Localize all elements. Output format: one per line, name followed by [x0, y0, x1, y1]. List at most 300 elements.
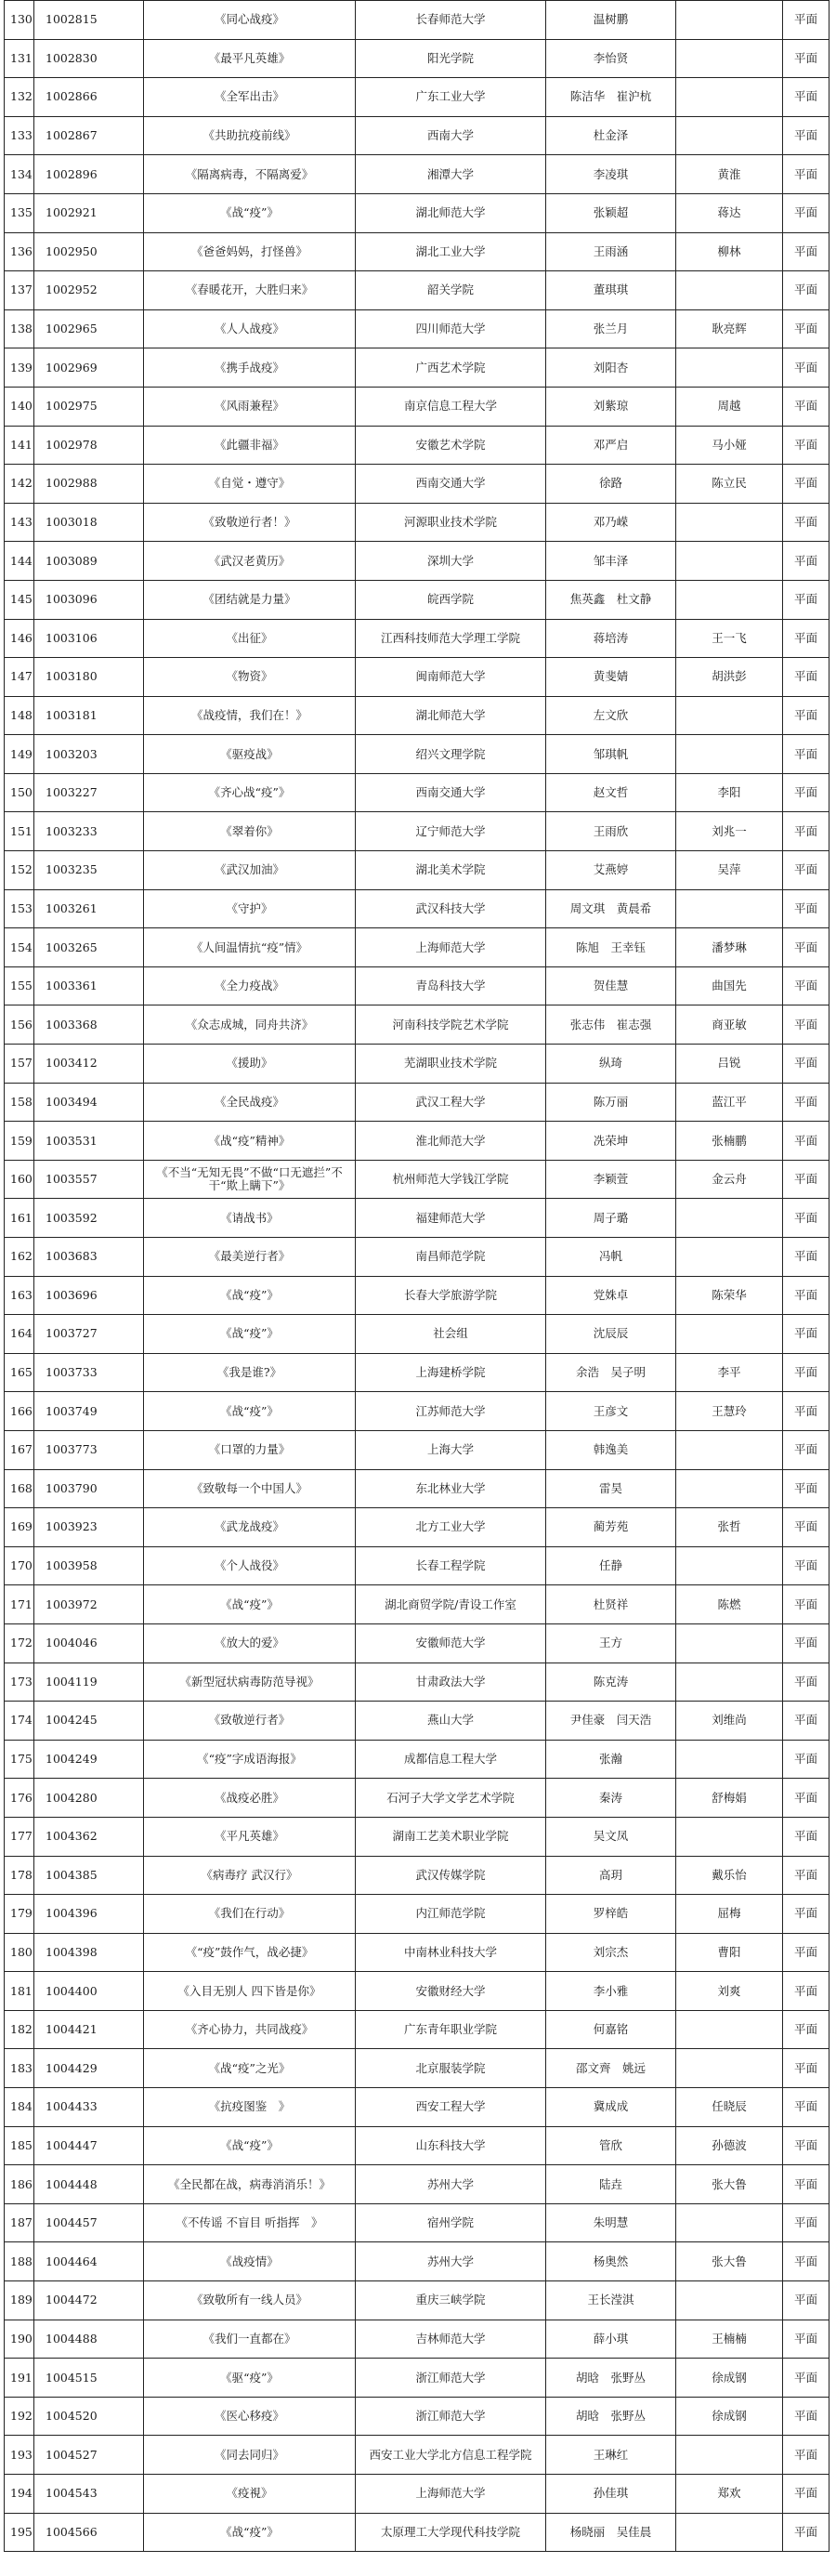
cell-institution: 深圳大学 [356, 542, 546, 581]
cell-entry-id: 1004447 [34, 2126, 144, 2165]
cell-advisor [676, 1469, 783, 1508]
cell-advisor: 柳林 [676, 232, 783, 271]
cell-work-title: 《病毒疗 武汉行》 [144, 1856, 356, 1895]
cell-entry-id: 1003923 [34, 1508, 144, 1547]
cell-work-title: 《同去同归》 [144, 2436, 356, 2475]
cell-institution: 武汉传媒学院 [356, 1856, 546, 1895]
cell-category: 平面 [783, 271, 829, 310]
cell-number: 142 [5, 465, 34, 504]
cell-work-title: 《抗疫图鉴 》 [144, 2088, 356, 2127]
cell-institution: 南昌师范学院 [356, 1238, 546, 1277]
cell-advisor: 曲国先 [676, 966, 783, 1005]
cell-author: 王琳红 [546, 2436, 676, 2475]
table-row [5, 193, 829, 232]
cell-author: 周文琪 黄晨希 [546, 889, 676, 928]
cell-advisor [676, 1623, 783, 1663]
cell-entry-id: 1002867 [34, 116, 144, 155]
cell-institution: 安徽艺术学院 [356, 426, 546, 465]
table-row [5, 2242, 829, 2281]
cell-author: 胡晗 张野丛 [546, 2397, 676, 2436]
cell-institution: 长春大学旅游学院 [356, 1276, 546, 1315]
cell-institution: 江西科技师范大学理工学院 [356, 619, 546, 658]
cell-author: 蒋培涛 [546, 619, 676, 658]
cell-author: 王雨涵 [546, 232, 676, 271]
cell-number: 136 [5, 232, 34, 271]
cell-advisor [676, 2010, 783, 2049]
cell-author: 尹佳豪 闫天浩 [546, 1702, 676, 1741]
cell-number: 170 [5, 1546, 34, 1585]
cell-number: 161 [5, 1199, 34, 1238]
cell-entry-id: 1003790 [34, 1469, 144, 1508]
cell-author: 朱明慧 [546, 2203, 676, 2242]
cell-category: 平面 [783, 2242, 829, 2281]
cell-entry-id: 1003203 [34, 735, 144, 774]
cell-category: 平面 [783, 542, 829, 581]
cell-work-title: 《人间温情抗“疫”情》 [144, 928, 356, 967]
cell-author: 左文欣 [546, 696, 676, 735]
table-row [5, 1083, 829, 1122]
table-row [5, 1005, 829, 1045]
table-row [5, 1933, 829, 1972]
cell-category: 平面 [783, 2049, 829, 2088]
cell-entry-id: 1004429 [34, 2049, 144, 2088]
cell-entry-id: 1002921 [34, 193, 144, 232]
cell-institution: 西安工业大学北方信息工程学院 [356, 2436, 546, 2475]
cell-work-title: 《不当“无知无畏”不做“口无遮拦”不干“欺上瞒下”》 [144, 1160, 356, 1199]
cell-institution: 河南科技学院艺术学院 [356, 1005, 546, 1045]
cell-work-title: 《口罩的力量》 [144, 1430, 356, 1469]
cell-institution: 湖北商贸学院/青设工作室 [356, 1585, 546, 1624]
cell-author: 王雨欣 [546, 812, 676, 851]
cell-work-title: 《守护》 [144, 889, 356, 928]
cell-entry-id: 1003096 [34, 580, 144, 619]
cell-number: 159 [5, 1122, 34, 1161]
cell-category: 平面 [783, 735, 829, 774]
cell-work-title: 《我是谁?》 [144, 1353, 356, 1392]
cell-work-title: 《全军出击》 [144, 78, 356, 117]
cell-institution: 西南交通大学 [356, 465, 546, 504]
cell-work-title: 《团结就是力量》 [144, 580, 356, 619]
cell-category: 平面 [783, 851, 829, 890]
cell-entry-id: 1002950 [34, 232, 144, 271]
cell-author: 李颖萱 [546, 1160, 676, 1199]
cell-advisor: 刘维尚 [676, 1702, 783, 1741]
cell-category: 平面 [783, 1972, 829, 2011]
cell-entry-id: 1003265 [34, 928, 144, 967]
cell-author: 任静 [546, 1546, 676, 1585]
cell-entry-id: 1004457 [34, 2203, 144, 2242]
cell-entry-id: 1003227 [34, 773, 144, 812]
cell-entry-id: 1004119 [34, 1663, 144, 1702]
cell-number: 182 [5, 2010, 34, 2049]
cell-category: 平面 [783, 1315, 829, 1354]
table-row [5, 1740, 829, 1779]
cell-work-title: 《同心战疫》 [144, 1, 356, 40]
cell-institution: 辽宁师范大学 [356, 812, 546, 851]
cell-advisor [676, 1546, 783, 1585]
table-row [5, 1160, 829, 1199]
cell-number: 150 [5, 773, 34, 812]
cell-institution: 湖北师范大学 [356, 193, 546, 232]
cell-advisor: 李平 [676, 1353, 783, 1392]
table-row [5, 1469, 829, 1508]
cell-category: 平面 [783, 2010, 829, 2049]
cell-author: 贺佳慧 [546, 966, 676, 1005]
table-row [5, 1122, 829, 1161]
cell-number: 155 [5, 966, 34, 1005]
table-row [5, 1315, 829, 1354]
cell-entry-id: 1003089 [34, 542, 144, 581]
results-table-body [5, 1, 829, 2552]
cell-work-title: 《爸爸妈妈，打怪兽》 [144, 232, 356, 271]
cell-category: 平面 [783, 1430, 829, 1469]
cell-work-title: 《战“疫”精神》 [144, 1122, 356, 1161]
table-row [5, 1353, 829, 1392]
cell-author: 党姝卓 [546, 1276, 676, 1315]
cell-number: 193 [5, 2436, 34, 2475]
cell-work-title: 《隔离病毒，不隔离爱》 [144, 155, 356, 194]
cell-work-title: 《战“疫”》 [144, 1276, 356, 1315]
cell-number: 130 [5, 1, 34, 40]
cell-advisor [676, 2281, 783, 2320]
table-row [5, 928, 829, 967]
cell-entry-id: 1003106 [34, 619, 144, 658]
cell-entry-id: 1002978 [34, 426, 144, 465]
cell-institution: 皖西学院 [356, 580, 546, 619]
cell-number: 157 [5, 1045, 34, 1084]
cell-advisor: 孙德波 [676, 2126, 783, 2165]
cell-work-title: 《最美逆行者》 [144, 1238, 356, 1277]
table-row [5, 1276, 829, 1315]
table-row [5, 2320, 829, 2359]
cell-category: 平面 [783, 1160, 829, 1199]
cell-advisor: 曹阳 [676, 1933, 783, 1972]
cell-institution: 上海建桥学院 [356, 1353, 546, 1392]
cell-institution: 四川师范大学 [356, 309, 546, 348]
cell-number: 180 [5, 1933, 34, 1972]
cell-work-title: 《战“疫”》 [144, 1315, 356, 1354]
cell-number: 187 [5, 2203, 34, 2242]
cell-work-title: 《携手战疫》 [144, 348, 356, 388]
cell-advisor: 徐成钢 [676, 2359, 783, 2398]
cell-advisor [676, 271, 783, 310]
table-row [5, 851, 829, 890]
cell-category: 平面 [783, 2320, 829, 2359]
table-row [5, 503, 829, 542]
table-row [5, 2281, 829, 2320]
cell-number: 153 [5, 889, 34, 928]
cell-author: 余浩 吴子明 [546, 1353, 676, 1392]
cell-advisor [676, 2436, 783, 2475]
cell-category: 平面 [783, 966, 829, 1005]
cell-advisor: 张哲 [676, 1508, 783, 1547]
cell-advisor: 吕锐 [676, 1045, 783, 1084]
cell-entry-id: 1003361 [34, 966, 144, 1005]
cell-entry-id: 1004433 [34, 2088, 144, 2127]
cell-category: 平面 [783, 1392, 829, 1431]
cell-category: 平面 [783, 2513, 829, 2552]
cell-entry-id: 1002952 [34, 271, 144, 310]
table-row [5, 812, 829, 851]
cell-advisor: 戴乐怡 [676, 1856, 783, 1895]
cell-category: 平面 [783, 309, 829, 348]
cell-entry-id: 1004421 [34, 2010, 144, 2049]
table-row [5, 2126, 829, 2165]
cell-advisor: 陈燃 [676, 1585, 783, 1624]
cell-institution: 广西艺术学院 [356, 348, 546, 388]
cell-author: 雷昊 [546, 1469, 676, 1508]
table-row [5, 1585, 829, 1624]
table-row [5, 1045, 829, 1084]
table-row [5, 1508, 829, 1547]
table-row [5, 2475, 829, 2514]
cell-category: 平面 [783, 426, 829, 465]
cell-author: 纵琦 [546, 1045, 676, 1084]
cell-author: 陈洁华 崔沪杭 [546, 78, 676, 117]
cell-number: 195 [5, 2513, 34, 2552]
cell-work-title: 《武龙战疫》 [144, 1508, 356, 1547]
cell-author: 黄斐婧 [546, 658, 676, 697]
cell-work-title: 《众志成城，同舟共济》 [144, 1005, 356, 1045]
cell-author: 陈万丽 [546, 1083, 676, 1122]
cell-advisor: 马小娅 [676, 426, 783, 465]
cell-number: 169 [5, 1508, 34, 1547]
cell-advisor [676, 1740, 783, 1779]
cell-category: 平面 [783, 928, 829, 967]
cell-advisor [676, 542, 783, 581]
cell-category: 平面 [783, 2475, 829, 2514]
cell-number: 174 [5, 1702, 34, 1741]
cell-author: 秦涛 [546, 1779, 676, 1818]
table-row [5, 1, 829, 40]
cell-entry-id: 1004520 [34, 2397, 144, 2436]
cell-advisor [676, 2203, 783, 2242]
cell-author: 李小雅 [546, 1972, 676, 2011]
cell-number: 158 [5, 1083, 34, 1122]
cell-number: 131 [5, 39, 34, 78]
cell-institution: 安徽财经大学 [356, 1972, 546, 2011]
cell-institution: 河源职业技术学院 [356, 503, 546, 542]
cell-advisor: 蒋达 [676, 193, 783, 232]
cell-institution: 长春师范大学 [356, 1, 546, 40]
cell-institution: 南京信息工程大学 [356, 387, 546, 426]
cell-institution: 青岛科技大学 [356, 966, 546, 1005]
cell-institution: 淮北师范大学 [356, 1122, 546, 1161]
cell-institution: 中南林业科技大学 [356, 1933, 546, 1972]
cell-number: 148 [5, 696, 34, 735]
cell-institution: 甘肃政法大学 [356, 1663, 546, 1702]
cell-entry-id: 1004245 [34, 1702, 144, 1741]
cell-work-title: 《放大的爱》 [144, 1623, 356, 1663]
cell-number: 164 [5, 1315, 34, 1354]
cell-author: 王方 [546, 1623, 676, 1663]
cell-institution: 西安工程大学 [356, 2088, 546, 2127]
cell-entry-id: 1003972 [34, 1585, 144, 1624]
table-row [5, 1430, 829, 1469]
cell-institution: 上海师范大学 [356, 928, 546, 967]
cell-institution: 杭州师范大学钱江学院 [356, 1160, 546, 1199]
cell-entry-id: 1002965 [34, 309, 144, 348]
cell-entry-id: 1003261 [34, 889, 144, 928]
cell-number: 145 [5, 580, 34, 619]
cell-entry-id: 1003018 [34, 503, 144, 542]
cell-number: 177 [5, 1817, 34, 1856]
cell-entry-id: 1003592 [34, 1199, 144, 1238]
cell-number: 181 [5, 1972, 34, 2011]
cell-work-title: 《出征》 [144, 619, 356, 658]
cell-category: 平面 [783, 2203, 829, 2242]
table-row [5, 232, 829, 271]
cell-entry-id: 1004527 [34, 2436, 144, 2475]
cell-entry-id: 1004472 [34, 2281, 144, 2320]
cell-number: 166 [5, 1392, 34, 1431]
cell-institution: 山东科技大学 [356, 2126, 546, 2165]
cell-entry-id: 1004515 [34, 2359, 144, 2398]
cell-entry-id: 1002830 [34, 39, 144, 78]
cell-institution: 长春工程学院 [356, 1546, 546, 1585]
cell-work-title: 《武汉老黄历》 [144, 542, 356, 581]
cell-entry-id: 1002975 [34, 387, 144, 426]
cell-author: 艾燕婷 [546, 851, 676, 890]
cell-entry-id: 1003494 [34, 1083, 144, 1122]
cell-number: 172 [5, 1623, 34, 1663]
cell-work-title: 《驱疫战》 [144, 735, 356, 774]
cell-work-title: 《武汉加油》 [144, 851, 356, 890]
cell-advisor [676, 2513, 783, 2552]
cell-entry-id: 1003733 [34, 1353, 144, 1392]
cell-work-title: 《致敬逆行者》 [144, 1702, 356, 1741]
cell-advisor [676, 503, 783, 542]
cell-work-title: 《致敬每一个中国人》 [144, 1469, 356, 1508]
cell-author: 张瀚 [546, 1740, 676, 1779]
cell-advisor: 郑欢 [676, 2475, 783, 2514]
cell-author: 胡晗 张野丛 [546, 2359, 676, 2398]
cell-advisor: 张大鲁 [676, 2242, 783, 2281]
cell-advisor [676, 39, 783, 78]
cell-institution: 吉林师范大学 [356, 2320, 546, 2359]
cell-work-title: 《“疫”字成语海报》 [144, 1740, 356, 1779]
table-row [5, 1199, 829, 1238]
cell-number: 143 [5, 503, 34, 542]
cell-entry-id: 1003557 [34, 1160, 144, 1199]
cell-institution: 湖南工艺美术职业学院 [356, 1817, 546, 1856]
cell-work-title: 《我们一直都在》 [144, 2320, 356, 2359]
cell-work-title: 《请战书》 [144, 1199, 356, 1238]
cell-author: 陈克涛 [546, 1663, 676, 1702]
cell-advisor: 刘兆一 [676, 812, 783, 851]
cell-category: 平面 [783, 889, 829, 928]
cell-entry-id: 1002815 [34, 1, 144, 40]
cell-category: 平面 [783, 1, 829, 40]
cell-number: 179 [5, 1895, 34, 1934]
table-row [5, 426, 829, 465]
cell-work-title: 《全力疫战》 [144, 966, 356, 1005]
cell-category: 平面 [783, 1702, 829, 1741]
cell-advisor: 金云舟 [676, 1160, 783, 1199]
table-row [5, 39, 829, 78]
table-row [5, 542, 829, 581]
cell-work-title: 《战疫情，我们在！》 [144, 696, 356, 735]
cell-advisor: 任晓辰 [676, 2088, 783, 2127]
cell-advisor [676, 696, 783, 735]
table-row [5, 348, 829, 388]
cell-advisor: 胡洪彭 [676, 658, 783, 697]
cell-institution: 江苏师范大学 [356, 1392, 546, 1431]
cell-work-title: 《战“疫”》 [144, 2126, 356, 2165]
cell-work-title: 《疫視》 [144, 2475, 356, 2514]
cell-work-title: 《我们在行动》 [144, 1895, 356, 1934]
cell-institution: 西南交通大学 [356, 773, 546, 812]
cell-institution: 阳光学院 [356, 39, 546, 78]
table-row [5, 1972, 829, 2011]
cell-entry-id: 1003696 [34, 1276, 144, 1315]
cell-institution: 湘潭大学 [356, 155, 546, 194]
cell-number: 183 [5, 2049, 34, 2088]
cell-work-title: 《致敬所有一线人员》 [144, 2281, 356, 2320]
cell-category: 平面 [783, 773, 829, 812]
cell-entry-id: 1003531 [34, 1122, 144, 1161]
cell-author: 焦英鑫 杜文静 [546, 580, 676, 619]
table-row [5, 2203, 829, 2242]
cell-advisor [676, 1817, 783, 1856]
cell-category: 平面 [783, 193, 829, 232]
cell-advisor: 陈荣华 [676, 1276, 783, 1315]
cell-institution: 闽南师范大学 [356, 658, 546, 697]
cell-number: 171 [5, 1585, 34, 1624]
cell-category: 平面 [783, 232, 829, 271]
cell-author: 温树鹏 [546, 1, 676, 40]
cell-category: 平面 [783, 2359, 829, 2398]
table-row [5, 78, 829, 117]
cell-number: 138 [5, 309, 34, 348]
cell-entry-id: 1003683 [34, 1238, 144, 1277]
table-row [5, 1856, 829, 1895]
cell-author: 王长滢淇 [546, 2281, 676, 2320]
table-row [5, 155, 829, 194]
cell-institution: 绍兴文理学院 [356, 735, 546, 774]
cell-number: 185 [5, 2126, 34, 2165]
table-row [5, 309, 829, 348]
cell-advisor: 吴萍 [676, 851, 783, 890]
cell-advisor: 舒梅娟 [676, 1779, 783, 1818]
cell-work-title: 《最平凡英雄》 [144, 39, 356, 78]
cell-number: 176 [5, 1779, 34, 1818]
cell-institution: 湖北美术学院 [356, 851, 546, 890]
cell-work-title: 《物资》 [144, 658, 356, 697]
cell-author: 邵文齊 姚远 [546, 2049, 676, 2088]
cell-work-title: 《全民战疫》 [144, 1083, 356, 1122]
table-row [5, 465, 829, 504]
cell-work-title: 《战“疫”之光》 [144, 2049, 356, 2088]
cell-author: 李凌琪 [546, 155, 676, 194]
cell-author: 张兰月 [546, 309, 676, 348]
cell-advisor [676, 116, 783, 155]
cell-advisor: 张大鲁 [676, 2165, 783, 2204]
cell-author: 邹丰泽 [546, 542, 676, 581]
cell-work-title: 《春暖花开，大胜归来》 [144, 271, 356, 310]
cell-category: 平面 [783, 1856, 829, 1895]
cell-institution: 韶关学院 [356, 271, 546, 310]
cell-category: 平面 [783, 1663, 829, 1702]
cell-institution: 浙江师范大学 [356, 2359, 546, 2398]
cell-advisor: 黄淮 [676, 155, 783, 194]
table-row [5, 619, 829, 658]
cell-entry-id: 1002866 [34, 78, 144, 117]
cell-entry-id: 1003727 [34, 1315, 144, 1354]
cell-entry-id: 1004464 [34, 2242, 144, 2281]
cell-entry-id: 1002969 [34, 348, 144, 388]
cell-advisor: 王楠楠 [676, 2320, 783, 2359]
